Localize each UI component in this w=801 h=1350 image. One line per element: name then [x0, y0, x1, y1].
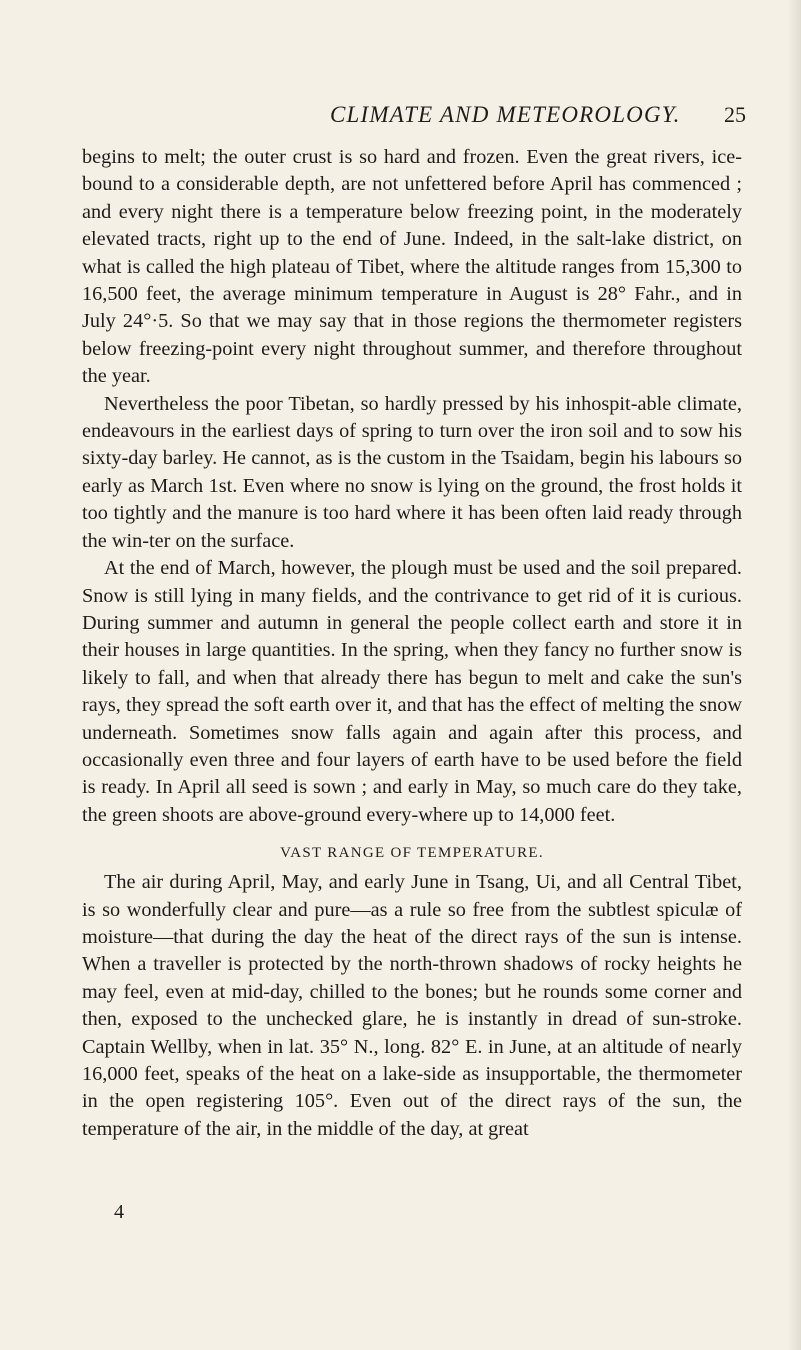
running-head-title: CLIMATE AND METEOROLOGY.: [330, 102, 681, 127]
paragraph-air-temperature: The air during April, May, and early June in Tsang, Ui, and all Central Tibet, is so wonderfully clear and pure—as a rule so free from the subtlest spiculæ of moisture—that during the day the heat of the direct rays of the sun is intense. When a traveller is protected by the north-thrown shadows of rocky heights he may feel, even at mid-day, chilled to the bones; but he rounds some corner and then, exposed to the unchecked glare, he is instantly in dread of sun-stroke. Captain Wellby, when in lat. 35° N., long. 82° E. in June, at an altitude of nearly 16,000 feet, speaks of the heat on a lake-side as insupportable, the thermometer in the open registering 105°. Even out of the direct rays of the sun, the temperature of the air, in the middle of the day, at great: [82, 871, 742, 1140]
paragraph-continuation: begins to melt; the outer crust is so hard and frozen. Even the great rivers, ice-bound to a considerable depth, are not unfettered before April has commenced ; and every night there is a temperature below freezing point, in the moderately elevated tracts, right up to the end of June. Indeed, in the salt-lake district, on what is called the high plateau of Tibet, where the altitude ranges from 15,300 to 16,500 feet, the average minimum temperature in August is 28° Fahr., and in July 24°·5. So that we may say that in those regions the thermometer registers below freezing-point every night throughout summer, and therefore throughout the year.: [82, 146, 742, 388]
section-heading: VAST RANGE OF TEMPERATURE.: [280, 845, 544, 862]
page-number: 25: [724, 102, 746, 127]
body-text: [82, 144, 742, 1143]
signature-mark: 4: [114, 1201, 124, 1223]
running-head: [0, 102, 801, 132]
paragraph-ploughing: At the end of March, however, the plough must be used and the soil prepared. Snow is still lying in many fields, and the contrivance to get rid of it is curious. During summer and autumn in general the people collect earth and store it in their houses in large quantities. In the spring, when they fancy no further snow is likely to fall, and when that already there has begun to melt and cake the sun's rays, they spread the soft earth over it, and that has the effect of melting the snow underneath. Sometimes snow falls again and again after this process, and occasionally even three and four layers of earth have to be used before the field is ready. In April all seed is sown ; and early in May, so much care do they take, the green shoots are above-ground every-where up to 14,000 feet.: [82, 557, 742, 826]
page-edge-shadow: [787, 0, 801, 1350]
paragraph-tibetan-farming: Nevertheless the poor Tibetan, so hardly pressed by his inhospit-able climate, endeavours in the earliest days of spring to turn over the iron soil and to sow his sixty-day barley. He cannot, as is the custom in the Tsaidam, begin his labours so early as March 1st. Even where no snow is lying on the ground, the frost holds it too tightly and the manure is too hard where it has been often laid ready through the win-ter on the surface.: [82, 392, 742, 552]
